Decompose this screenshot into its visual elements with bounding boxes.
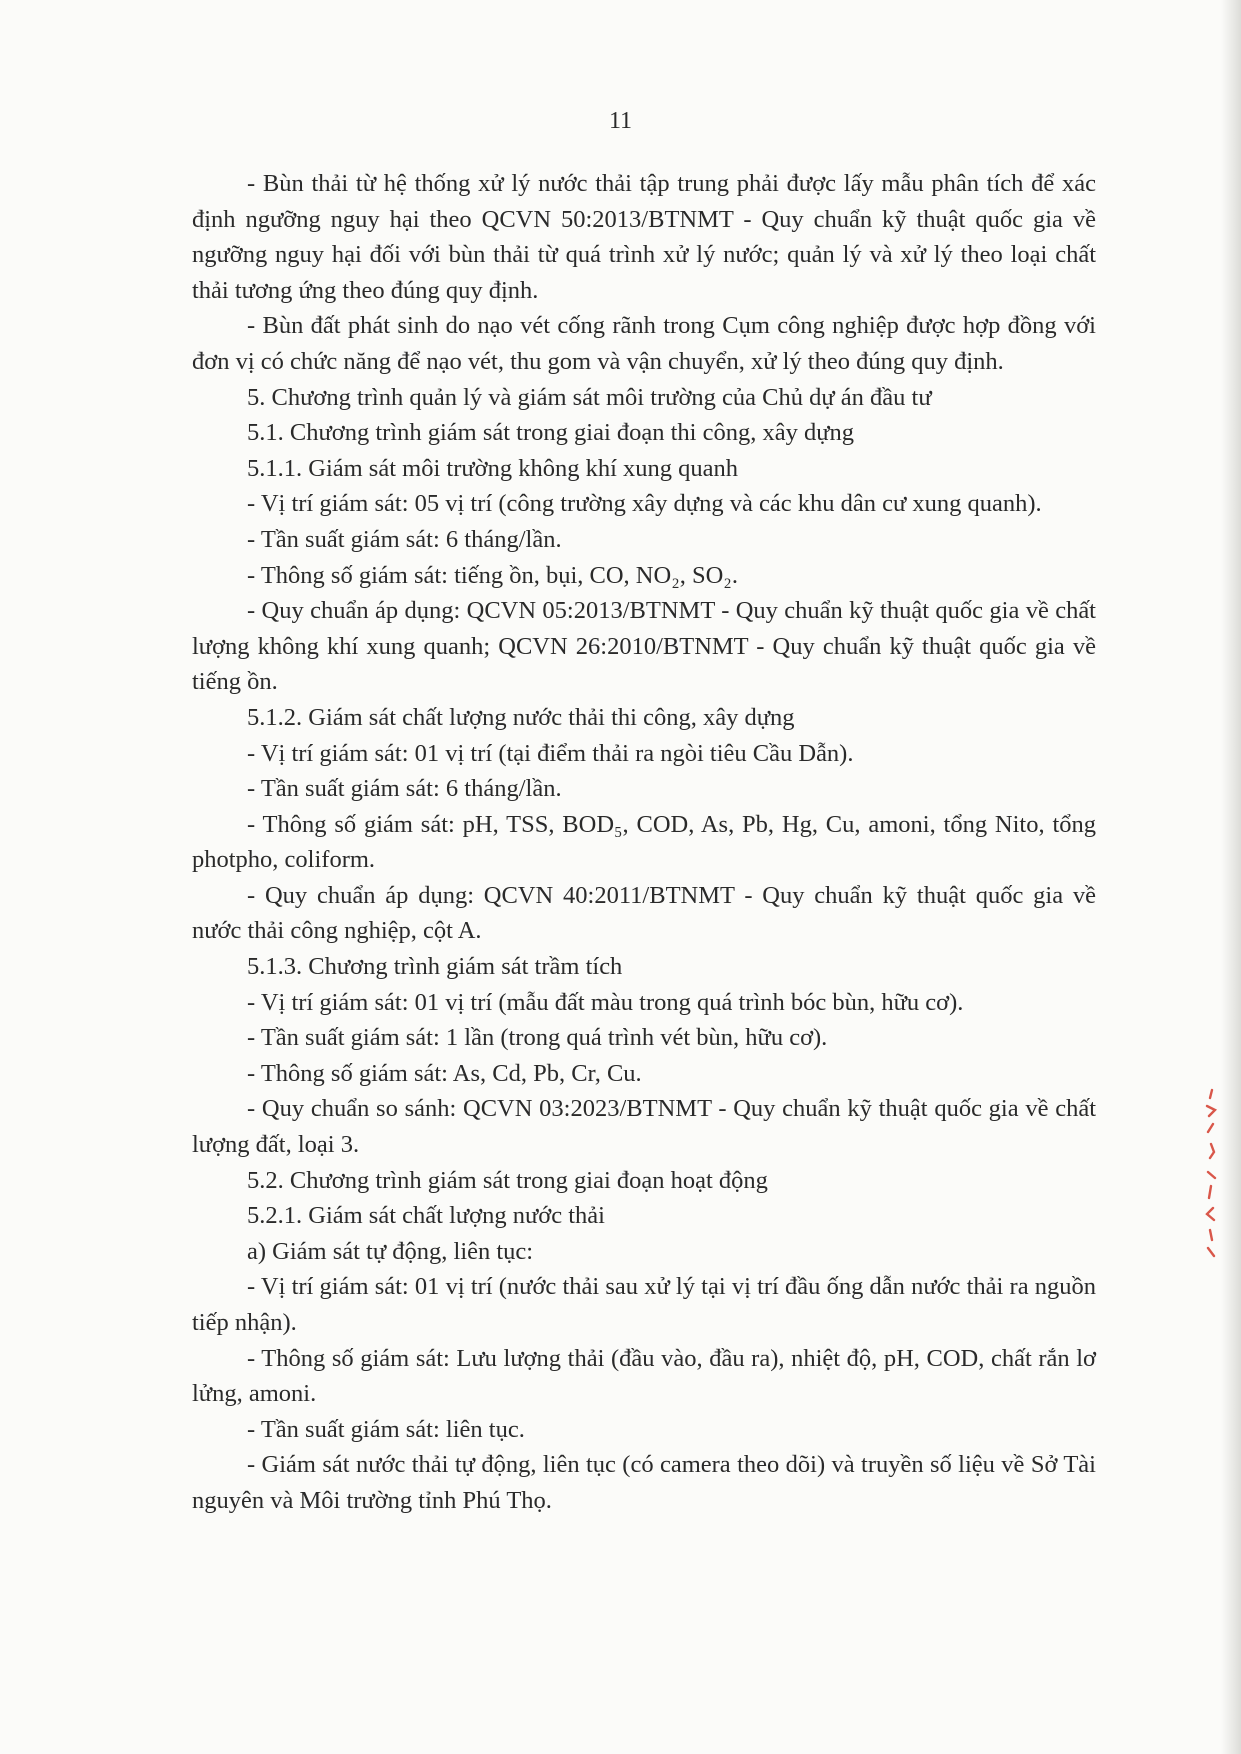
scanned-page-edge bbox=[1221, 0, 1241, 1754]
heading-section-5-1-1: 5.1.1. Giám sát môi trường không khí xung quanh bbox=[247, 454, 739, 482]
list-item: - Thông số giám sát: Lưu lượng thải (đầu vào, đầu ra), nhiệt độ, pH, COD, chất rắn lơ lửng, amoni. bbox=[192, 1344, 1096, 1408]
margin-seal-mark bbox=[1198, 1088, 1224, 1264]
list-item: - Tần suất giám sát: liên tục. bbox=[247, 1415, 525, 1443]
list-item: - Vị trí giám sát: 01 vị trí (tại điểm thải ra ngòi tiêu Cầu Dẫn). bbox=[247, 739, 854, 767]
list-item: - Giám sát nước thải tự động, liên tục (có camera theo dõi) và truyền số liệu về Sở Tài nguyên và Môi trường tỉnh Phú Thọ. bbox=[192, 1451, 1096, 1514]
heading-section-5-2-1: 5.2.1. Giám sát chất lượng nước thải bbox=[247, 1202, 605, 1230]
list-item: - Vị trí giám sát: 01 vị trí (mẫu đất màu trong quá trình bóc bùn, hữu cơ). bbox=[247, 988, 964, 1016]
heading-section-5-1-2: 5.1.2. Giám sát chất lượng nước thải thi công, xây dựng bbox=[247, 703, 795, 731]
list-item: - Thông số giám sát: pH, TSS, BOD₅, COD, As, Pb, Hg, Cu, amoni, tổng Nito, tổng photpho, coliform. bbox=[192, 810, 1096, 874]
page-number: 11 bbox=[608, 108, 633, 134]
paragraph-sludge-treatment: - Bùn thải từ hệ thống xử lý nước thải tập trung phải được lấy mẫu phân tích để xác định ngưỡng nguy hại theo QCVN 50:2013/BTNMT - Quy chuẩn kỹ thuật quốc gia về ngưỡng nguy hại đối với bùn thải từ quá trình xử lý nước; quản lý và xử lý theo loại chất thải tương ứng theo đúng quy định. bbox=[192, 170, 1096, 304]
list-item: - Vị trí giám sát: 01 vị trí (nước thải sau xử lý tại vị trí đầu ống dẫn nước thải ra nguồn tiếp nhận). bbox=[192, 1273, 1096, 1336]
paragraph-dredged-soil: - Bùn đất phát sinh do nạo vét cống rãnh trong Cụm công nghiệp được hợp đồng với đơn vị có chức năng để nạo vét, thu gom và vận chuyển, xử lý theo đúng quy định. bbox=[192, 312, 1096, 375]
list-item: - Quy chuẩn áp dụng: QCVN 40:2011/BTNMT - Quy chuẩn kỹ thuật quốc gia về nước thải công nghiệp, cột A. bbox=[192, 881, 1096, 945]
list-item: - Quy chuẩn so sánh: QCVN 03:2023/BTNMT - Quy chuẩn kỹ thuật quốc gia về chất lượng đất, loại 3. bbox=[192, 1095, 1096, 1159]
heading-section-5-1-3: 5.1.3. Chương trình giám sát trầm tích bbox=[247, 953, 623, 981]
list-item: - Thông số giám sát: As, Cd, Pb, Cr, Cu. bbox=[247, 1059, 642, 1087]
subheading-automatic-monitoring: a) Giám sát tự động, liên tục: bbox=[247, 1237, 534, 1265]
list-item: - Quy chuẩn áp dụng: QCVN 05:2013/BTNMT - Quy chuẩn kỹ thuật quốc gia về chất lượng không khí xung quanh; QCVN 26:2010/BTNMT - Quy chuẩn kỹ thuật quốc gia về tiếng ồn. bbox=[192, 597, 1096, 696]
list-item: - Thông số giám sát: tiếng ồn, bụi, CO, NO₂, SO₂. bbox=[247, 561, 738, 589]
heading-section-5-1: 5.1. Chương trình giám sát trong giai đoạn thi công, xây dựng bbox=[247, 419, 855, 447]
list-item: - Tần suất giám sát: 6 tháng/lần. bbox=[247, 525, 562, 553]
document-body bbox=[192, 166, 1096, 1519]
list-item: - Tần suất giám sát: 6 tháng/lần. bbox=[247, 775, 562, 803]
list-item: - Tần suất giám sát: 1 lần (trong quá trình vét bùn, hữu cơ). bbox=[247, 1024, 828, 1052]
heading-section-5-2: 5.2. Chương trình giám sát trong giai đoạn hoạt động bbox=[247, 1166, 768, 1194]
heading-section-5: 5. Chương trình quản lý và giám sát môi trường của Chủ dự án đầu tư bbox=[247, 383, 932, 411]
list-item: - Vị trí giám sát: 05 vị trí (công trường xây dựng và các khu dân cư xung quanh). bbox=[247, 490, 1042, 518]
